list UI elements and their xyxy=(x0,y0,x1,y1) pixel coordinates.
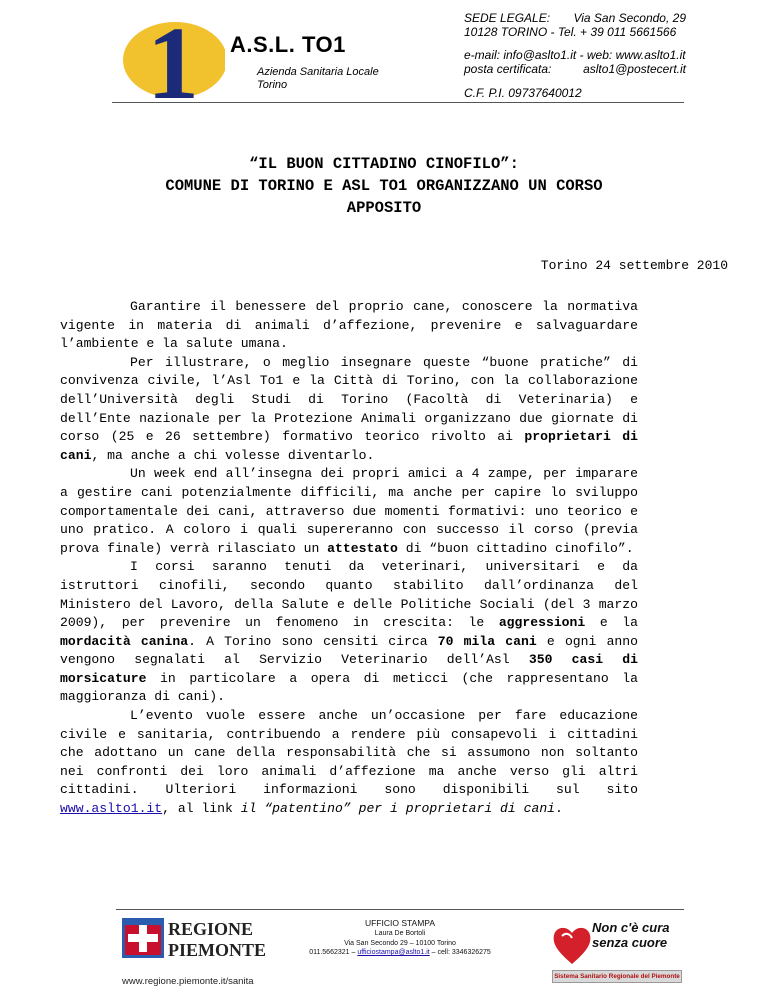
paragraph-5-text: L’evento vuole essere anche un’occasione per fare educazione civile e sanitaria, contribuendo a rendere più consapevoli i cittadini che adottano un cane della responsabilità che si assumono non soltanto nei confronti dei loro animali d’affezione ma anche verso gli altri cittadini. Ulteriori informazioni sono disponibili sul sito xyxy=(60,708,638,798)
slogan xyxy=(592,920,670,950)
italic-license-link-name: il “patentino” per i proprietari di cani xyxy=(240,801,556,817)
article-body xyxy=(60,298,638,819)
pec-value: aslto1@postecert.it xyxy=(583,61,686,76)
paragraph-4-text-2: e la xyxy=(585,615,638,631)
tax-code: C.F. P.I. 09737640012 xyxy=(464,86,582,100)
contact-block xyxy=(464,12,686,101)
paragraph-4-text-3: . A Torino sono censiti circa xyxy=(188,633,438,649)
paragraph-3 xyxy=(60,465,638,558)
footer-divider xyxy=(116,909,684,910)
press-email-link[interactable]: ufficiostampa@aslto1.it xyxy=(357,949,430,956)
region-name xyxy=(168,919,266,961)
paragraph-5-text-end: . xyxy=(555,801,563,817)
press-contact-name: Laura De Bortoli xyxy=(374,930,426,937)
regione-piemonte-crest-icon xyxy=(122,918,164,958)
slogan-line1: Non c'è cura xyxy=(592,920,670,935)
slogan-line2: senza cuore xyxy=(592,935,668,950)
title-line-1: “IL BUON CITTADINO CINOFILO”: xyxy=(249,155,519,173)
title-line-2: COMUNE DI TORINO E ASL TO1 ORGANIZZANO UN CORSO xyxy=(165,177,603,195)
press-cell: – cell: 3346326275 xyxy=(429,949,491,956)
health-system-logo xyxy=(552,920,682,982)
bold-aggressions: aggressioni xyxy=(498,615,586,631)
press-address: Via San Secondo 29 – 10100 Torino xyxy=(344,939,456,947)
bold-dog-count: 70 mila cani xyxy=(437,633,537,649)
pec-label: posta certificata: xyxy=(464,61,552,76)
press-office-block xyxy=(300,918,500,958)
asl-to1-logo-mark xyxy=(115,18,225,100)
paragraph-2-text: Per illustrare, o meglio insegnare queste “buone pratiche” di convivenza civile, l’Asl To1 e la Città di Torino, con la collaborazione dell’Università degli Studi di Torino (Facoltà di Veterinaria) e dell’Ente nazionale per la Protezione Animali organizzano due giornate di corso (25 e 26 settembre) formativo teorico rivolto ai xyxy=(60,354,638,445)
header-divider xyxy=(112,102,684,103)
logo-digit: 1 xyxy=(147,18,199,100)
bold-bite-cases: 350 casi di morsicature xyxy=(60,652,638,686)
paragraph-5-text-2: , al link xyxy=(162,801,241,817)
paragraph-2 xyxy=(60,354,638,466)
bold-dog-owners: proprietari di cani xyxy=(60,429,638,463)
press-release-title xyxy=(95,153,673,219)
regional-health-system-label: Sistema Sanitario Regionale del Piemonte xyxy=(552,970,682,983)
paragraph-1 xyxy=(60,298,638,354)
title-line-3: APPOSITO xyxy=(346,199,422,217)
paragraph-5 xyxy=(60,707,638,819)
bold-canine-biting: mordacità canina xyxy=(60,633,189,649)
org-subtitle-line1: Azienda Sanitaria Locale xyxy=(257,66,379,78)
paragraph-4-text-end: in particolare a opera di meticci (che rappresentano la maggioranza di cani). xyxy=(60,670,638,705)
region-name-line2: PIEMONTE xyxy=(168,940,267,960)
paragraph-1-text: Garantire il benessere del proprio cane, conoscere la normativa vigente in materia di animali d’affezione, prevenire e salvaguardare l’ambiente e la salute umana. xyxy=(60,299,638,352)
paragraph-4-text: I corsi saranno tenuti da veterinari, universitari e da istruttori cinofili, secondo quanto stabilito dall’ordinanza del Ministero del Lavoro, della Salute e delle Politiche Sociali (del 3 marzo 2009), per prevenire un fenomeno in crescita: le xyxy=(60,559,638,631)
org-subtitle xyxy=(257,66,379,92)
legal-seat-street: Via San Secondo, 29 xyxy=(573,11,686,25)
dateline: Torino 24 settembre 2010 xyxy=(540,258,728,273)
legal-seat-city-phone: 10128 TORINO - Tel. + 39 011 5661566 xyxy=(464,24,677,39)
bold-certificate: attestato xyxy=(327,540,398,556)
heart-icon xyxy=(552,922,592,968)
region-name-line1: REGIONE xyxy=(168,919,254,939)
paragraph-3-text: Un week end all’insegna dei propri amici a 4 zampe, per imparare a gestire cani potenzialmente difficili, ma anche per capire lo sviluppo comportamentale dei cani, attraverso due momenti formativi: uno teorico e uno pratico. A coloro i quali supereranno con successo il corso (previa prova finale) verrà rilasciato un xyxy=(60,466,638,556)
org-subtitle-line2: Torino xyxy=(257,79,288,91)
paragraph-4 xyxy=(60,558,638,707)
region-url: www.regione.piemonte.it/sanita xyxy=(122,976,254,987)
paragraph-4-text-4: e ogni anno vengono segnalati al Servizio Veterinario dell’Asl xyxy=(60,633,638,668)
website-link[interactable]: www.aslto1.it xyxy=(60,801,163,817)
legal-seat-label: SEDE LEGALE: xyxy=(464,11,551,25)
email-web-line: e-mail: info@aslto1.it - web: www.aslto1.it xyxy=(464,48,686,62)
press-phone: 011.5662321 – xyxy=(309,949,356,956)
press-office-title: UFFICIO STAMPA xyxy=(364,918,436,928)
org-name: A.S.L. TO1 xyxy=(230,32,346,57)
paragraph-2-text-end: , ma anche a chi volesse diventarlo. xyxy=(91,447,375,463)
paragraph-3-text-end: di “buon cittadino cinofilo”. xyxy=(397,540,634,556)
press-contacts-line xyxy=(300,948,500,958)
